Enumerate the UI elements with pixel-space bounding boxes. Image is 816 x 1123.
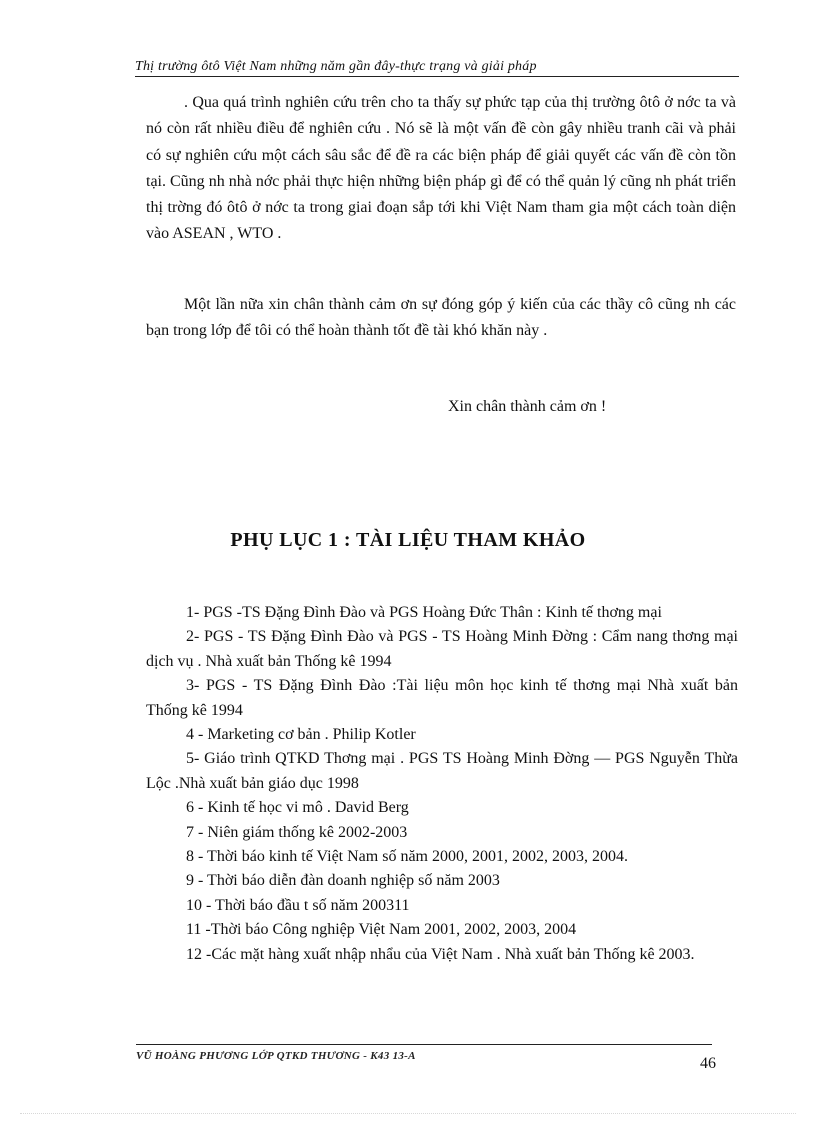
reference-item: 7 - Niên giám thống kê 2002-2003: [186, 823, 408, 841]
reference-item: 4 - Marketing cơ bản . Philip Kotler: [186, 726, 416, 744]
appendix-title: PHỤ LỤC 1 : TÀI LIỆU THAM KHẢO: [230, 529, 586, 551]
reference-item: 10 - Thời báo đầu t số năm 200311: [186, 896, 410, 914]
reference-item: 2- PGS - TS Đặng Đình Đào và PGS - TS Hoàng Minh Đờng : Cẩm nang thơng mại dịch vụ . Nhà xuất bản Thống kê 1994: [146, 628, 738, 670]
conclusion-paragraph-1-text: . Qua quá trình nghiên cứu trên cho ta thấy sự phức tạp của thị trường ôtô ở nớc ta và nó còn rất nhiều điều để nghiên cứu . Nó sẽ là một vấn đề còn gây nhiều tranh cãi và phải có sự nghiên cứu một cách sâu sắc để đề ra các biện pháp để giải quyết các vấn đề còn tồn tại. Cũng nh nhà nớc phải thực hiện những biện pháp gì để có thể quản lý cũng nh phát triển thị trờng đó ôtô ở nớc ta trong giai đoạn sắp tới khi Việt Nam tham gia một cách toàn diện vào ASEAN , WTO .: [146, 94, 736, 243]
reference-item: 1- PGS -TS Đặng Đình Đào và PGS Hoàng Đức Thân : Kinh tế thơng mại: [186, 604, 662, 621]
reference-item: 8 - Thời báo kinh tế Việt Nam số năm 2000, 2001, 2002, 2003, 2004.: [186, 848, 628, 866]
conclusion-paragraph-2-text: Một lần nữa xin chân thành cảm ơn sự đóng góp ý kiến của các thầy cô cũng nh các bạn trong lớp để tôi có thể hoàn thành tốt đề tài khó khăn này .: [146, 296, 736, 340]
conclusion-paragraph-1: [146, 90, 736, 248]
reference-item: 3- PGS - TS Đặng Đình Đào :Tài liệu môn học kinh tế thơng mại Nhà xuất bản Thống kê 1994: [146, 677, 738, 719]
reference-item: 11 -Thời báo Công nghiệp Việt Nam 2001, 2002, 2003, 2004: [186, 921, 577, 939]
page-number: 46: [700, 1055, 716, 1072]
reference-item: 5- Giáo trình QTKD Thơng mại . PGS TS Hoàng Minh Đờng — PGS Nguyễn Thừa Lộc .Nhà xuất bản giáo dục 1998: [146, 750, 738, 792]
reference-item: 6 - Kinh tế học vi mô . David Berg: [186, 799, 409, 817]
running-header: Thị trường ôtô Việt Nam những năm gần đây-thực trạng và giải pháp: [135, 59, 739, 77]
reference-item: 12 -Các mặt hàng xuất nhập nhẩu của Việt Nam . Nhà xuất bản Thống kê 2003.: [186, 945, 695, 963]
page-edge-divider: [20, 1113, 796, 1114]
thanks-line: Xin chân thành cảm ơn !: [448, 398, 607, 415]
conclusion-paragraph-2: [146, 292, 736, 345]
footer-rule: [136, 1044, 712, 1045]
reference-list: [146, 601, 738, 967]
reference-item: 9 - Thời báo diễn đàn doanh nghiệp số năm 2003: [186, 872, 500, 890]
footer-author: VŨ HOÀNG PHƯƠNG LỚP QTKD THƯƠNG - K43 13-A: [136, 1050, 416, 1062]
